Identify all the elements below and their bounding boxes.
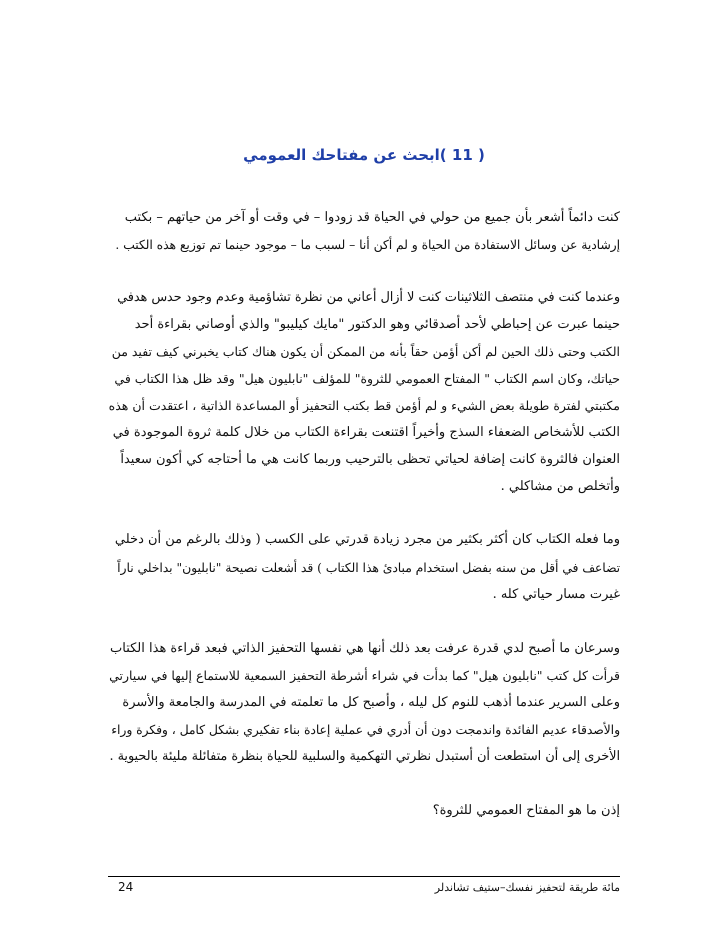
text-line: وسرعان ما أصبح لدي قدرة عرفت بعد ذلك أنها هي نفسها التحفيز الذاتي فبعد قراءة هذا الكتاب [110, 641, 620, 656]
footer-book-title: مائة طريقة لتحفيز نفسك–ستيف تشاندلر [434, 881, 620, 894]
text-line: وأتخلص من مشاكلي . [500, 479, 620, 494]
text-line: وعلى السرير عندما أذهب للنوم كل ليله ، وأصبح كل ما تعلمته في المدرسة والجامعة والأسرة [122, 695, 620, 710]
text-line: الأخرى إلى أن استطعت أن أستبدل نظرتي التهكمية والسلبية للحياة بنظرة متفائلة مليئة بالحيوية . [109, 749, 620, 764]
text-line: تضاعف في أقل من سنه بفضل استخدام مبادئ هذا الكتاب ) قد أشعلت نصيحة "نابليون" بداخلي ناراً [117, 561, 620, 575]
text-line: والأصدقاء عديم الفائدة واندمجت دون أن أدري في عملية إعادة بناء تفكيري بشكل كامل ، وفكرة وراء [111, 723, 620, 737]
chapter-title: ( 11 )ابحث عن مفتاحك العمومي [243, 146, 485, 164]
text-line: وعندما كنت في منتصف الثلاثينات كنت لا أزال أعاني من نظرة تشاؤمية وعدم وجود حدس هدفي [117, 290, 620, 305]
text-line: حينما عبرت عن إحباطي لأحد أصدقائي وهو الدكتور "مايك كيليبو" والذي أوصاني بقراءة أحد [134, 317, 620, 332]
text-line: إرشادية عن وسائل الاستفادة من الحياة و لم أكن أنا – لسبب ما – موجود حينما تم توزيع هذه الكتب . [115, 238, 620, 252]
text-line: العنوان فالثروة كانت إضافة لحياتي تحظى بالترحيب وربما كانت هي ما أحتاجه كي أكون سعيداً [120, 452, 620, 467]
text-line: وما فعله الكتاب كان أكثر بكثير من مجرد زيادة قدرتي على الكسب ( وذلك بالرغم من أن دخلي [114, 532, 620, 547]
text-line: إذن ما هو المفتاح العمومي للثروة؟ [432, 803, 620, 818]
text-line: غيرت مسار حياتي كله . [492, 587, 620, 602]
text-line: حياتك، وكان اسم الكتاب " المفتاح العمومي للثروة" للمؤلف "نابليون هيل" وقد ظل هذا الكتاب في [114, 371, 620, 386]
page-number: 24 [118, 880, 134, 894]
text-line: قرأت كل كتب "نابليون هيل" كما بدأت في شراء أشرطة التحفيز السمعية للاستماع إليها في سيارتي [109, 668, 620, 683]
text-line: الكتب وحتى ذلك الحين لم أكن أؤمن حقاً بأنه من الممكن أن يكون هناك كتاب يخبرني كيف تفيد من [111, 344, 620, 359]
text-line: مكتبتي لفترة طويلة بعض الشيء و لم أؤمن قط بكتب التحفيز أو المساعدة الذاتية ، اعتقدت أن هذه [108, 398, 620, 413]
text-line: كنت دائماً أشعر بأن جميع من حولي في الحياة قد زودوا – في وقت أو آخر من حياتهم – بكتب [124, 210, 620, 225]
text-line: الكتب للأشخاص الضعفاء السذج وأخيراً اقتنعت بقراءة الكتاب من خلال كلمة ثروة الموجودة في [112, 425, 620, 440]
